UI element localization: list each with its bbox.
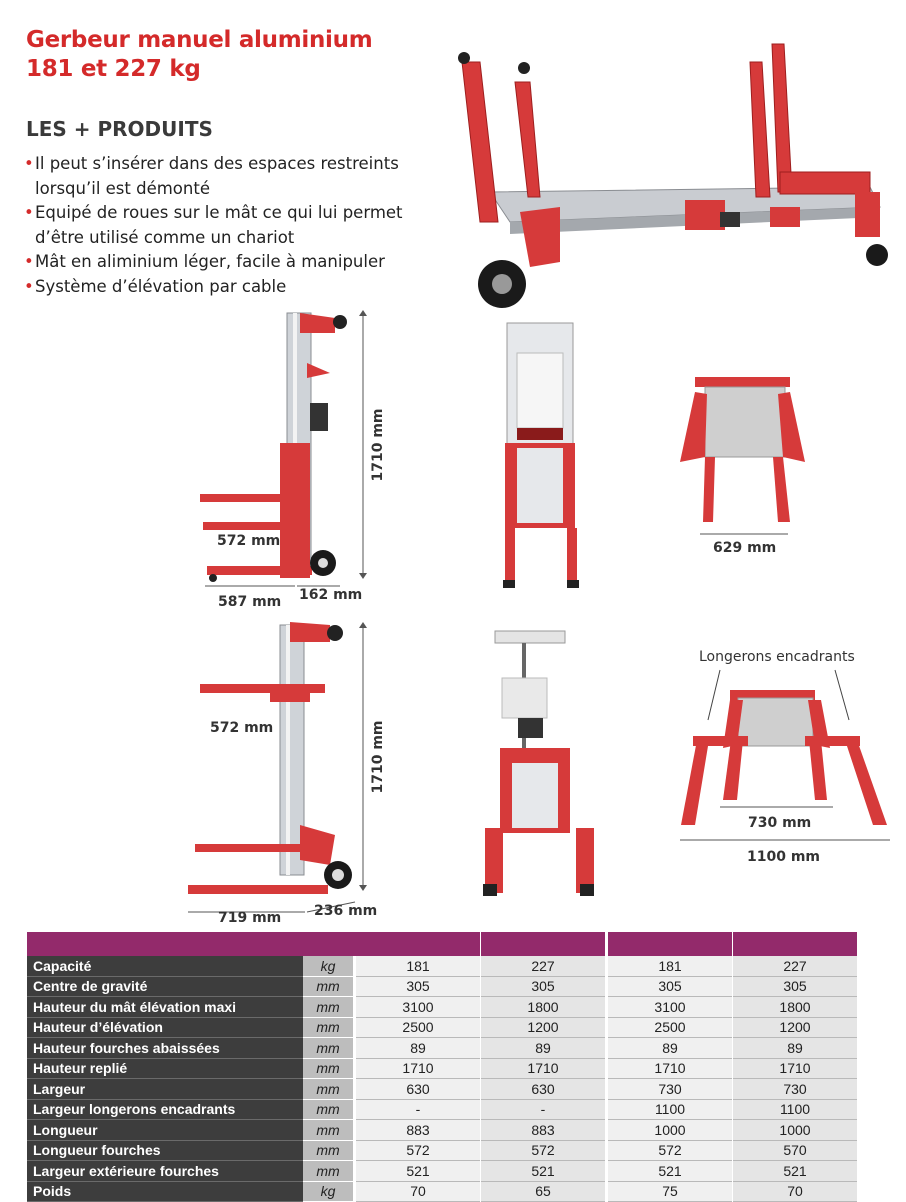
- table-row: [27, 1017, 857, 1038]
- top-view-2: [675, 640, 900, 870]
- table-row: [27, 1099, 857, 1120]
- row-label: Largeur: [27, 1079, 303, 1100]
- row-value: 227: [481, 956, 605, 976]
- row-label: Centre de gravité: [27, 976, 303, 997]
- table-row: [27, 956, 857, 976]
- row-label: Largeur extérieure fourches: [27, 1161, 303, 1182]
- row-value: 630: [481, 1079, 605, 1100]
- row-value: 1710: [481, 1058, 605, 1079]
- dim-inner: 730 mm: [748, 815, 812, 831]
- row-value: 305: [733, 976, 857, 997]
- table-row: [27, 1058, 857, 1079]
- hero-product-image: [450, 22, 890, 312]
- row-value: 89: [608, 1038, 732, 1059]
- page-title: [26, 26, 372, 84]
- side-view-2: [180, 620, 390, 930]
- table-row: [27, 1038, 857, 1059]
- section-title: LES + PRODUITS: [26, 117, 213, 141]
- feature-item: • Il peut s’insérer dans des espaces restreints lorsqu’il est démonté: [24, 152, 403, 201]
- feature-list: [24, 152, 403, 299]
- row-label: Hauteur fourches abaissées: [27, 1038, 303, 1059]
- table-row: [27, 1120, 857, 1141]
- row-value: 572: [356, 1140, 480, 1161]
- row-value: 75: [608, 1181, 732, 1202]
- front-view-2: [480, 628, 600, 900]
- feature-item: • Equipé de roues sur le mât ce qui lui permet d’être utilisé comme un chariot: [24, 201, 403, 250]
- row-unit: mm: [303, 1017, 353, 1038]
- label-longerons: Longerons encadrants: [699, 649, 855, 665]
- dim-fork-length: 587 mm: [218, 594, 282, 610]
- row-value: 2500: [608, 1017, 732, 1038]
- row-value: 521: [356, 1161, 480, 1182]
- row-value: 305: [608, 976, 732, 997]
- dim-outer: 1100 mm: [747, 849, 821, 865]
- row-value: 1800: [733, 997, 857, 1018]
- row-unit: mm: [303, 1099, 353, 1120]
- row-value: 227: [733, 956, 857, 976]
- table-row: [27, 976, 857, 997]
- row-label: Longueur fourches: [27, 1140, 303, 1161]
- row-value: 1800: [481, 997, 605, 1018]
- row-value: 521: [733, 1161, 857, 1182]
- top-view-1: [675, 372, 810, 557]
- table-header-row: [27, 932, 857, 956]
- row-unit: mm: [303, 1140, 353, 1161]
- dim-fork: 572 mm: [210, 720, 274, 736]
- row-value: 730: [733, 1079, 857, 1100]
- row-value: 521: [608, 1161, 732, 1182]
- dim-height: 1710 mm: [370, 408, 386, 482]
- row-value: 2500: [356, 1017, 480, 1038]
- dim-base: 162 mm: [299, 587, 363, 603]
- table-row: [27, 1181, 857, 1202]
- row-unit: kg: [303, 956, 353, 976]
- feature-item: • Système d’élévation par cable: [24, 275, 403, 300]
- row-value: 3100: [608, 997, 732, 1018]
- row-value: 730: [608, 1079, 732, 1100]
- table-row: [27, 1079, 857, 1100]
- row-value: 1000: [608, 1120, 732, 1141]
- row-value: 570: [733, 1140, 857, 1161]
- row-value: 1710: [608, 1058, 732, 1079]
- dim-height: 1710 mm: [370, 720, 386, 794]
- row-value: 181: [356, 956, 480, 976]
- row-unit: kg: [303, 1181, 353, 1202]
- row-value: 89: [481, 1038, 605, 1059]
- row-value: 1200: [733, 1017, 857, 1038]
- row-unit: mm: [303, 1058, 353, 1079]
- title-line-1: Gerbeur manuel aluminium: [26, 27, 373, 53]
- row-label: Hauteur d’élévation: [27, 1017, 303, 1038]
- row-unit: mm: [303, 976, 353, 997]
- title-line-2: 181 et 227 kg: [26, 56, 201, 82]
- row-unit: mm: [303, 997, 353, 1018]
- row-value: 89: [356, 1038, 480, 1059]
- row-unit: mm: [303, 1120, 353, 1141]
- table-row: [27, 997, 857, 1018]
- row-value: 3100: [356, 997, 480, 1018]
- feature-item: • Mât en aliminium léger, facile à manipuler: [24, 250, 403, 275]
- row-value: 883: [481, 1120, 605, 1141]
- row-value: 181: [608, 956, 732, 976]
- row-value: 1100: [733, 1099, 857, 1120]
- row-value: 630: [356, 1079, 480, 1100]
- row-unit: mm: [303, 1161, 353, 1182]
- spec-table: [27, 932, 857, 1202]
- table-row: [27, 1161, 857, 1182]
- row-value: 572: [608, 1140, 732, 1161]
- row-value: -: [481, 1099, 605, 1120]
- row-value: 70: [733, 1181, 857, 1202]
- row-value: 1000: [733, 1120, 857, 1141]
- row-value: 1710: [356, 1058, 480, 1079]
- row-value: 89: [733, 1038, 857, 1059]
- table-row: [27, 1140, 857, 1161]
- row-value: 305: [356, 976, 480, 997]
- row-label: Longueur: [27, 1120, 303, 1141]
- row-label: Hauteur replié: [27, 1058, 303, 1079]
- row-label: Hauteur du mât élévation maxi: [27, 997, 303, 1018]
- row-label: Poids: [27, 1181, 303, 1202]
- row-label: Largeur longerons encadrants: [27, 1099, 303, 1120]
- row-value: 1200: [481, 1017, 605, 1038]
- row-value: 883: [356, 1120, 480, 1141]
- front-view-1: [495, 318, 590, 593]
- row-label: Capacité: [27, 956, 303, 976]
- row-unit: mm: [303, 1038, 353, 1059]
- row-value: 521: [481, 1161, 605, 1182]
- row-value: 1100: [608, 1099, 732, 1120]
- side-view-1: [195, 308, 395, 613]
- dim-base: 236 mm: [314, 903, 378, 919]
- row-unit: mm: [303, 1079, 353, 1100]
- row-value: 305: [481, 976, 605, 997]
- dim-fork-width: 572 mm: [217, 533, 281, 549]
- row-value: 70: [356, 1181, 480, 1202]
- row-value: 572: [481, 1140, 605, 1161]
- row-value: -: [356, 1099, 480, 1120]
- dim-width: 629 mm: [713, 540, 777, 556]
- dim-length: 719 mm: [218, 910, 282, 926]
- row-value: 65: [481, 1181, 605, 1202]
- row-value: 1710: [733, 1058, 857, 1079]
